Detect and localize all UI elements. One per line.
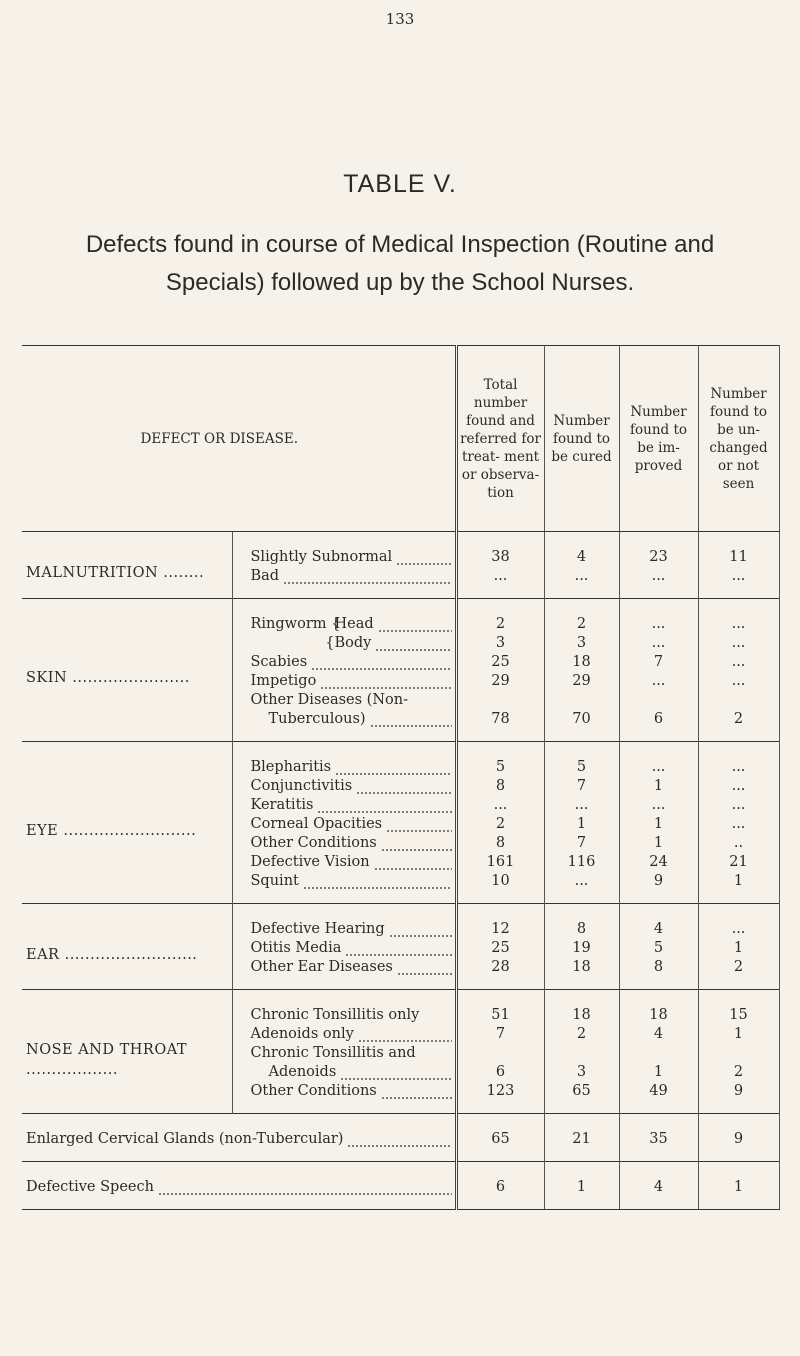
value-cell: 5: [544, 742, 619, 778]
dot-leader: [358, 1025, 452, 1044]
dot-leader: [374, 853, 452, 872]
defect-label: [233, 672, 455, 691]
value-cell: 65: [456, 1114, 544, 1162]
defect-name: Slightly Subnormal: [250, 549, 393, 565]
defect-label-cell: [232, 834, 456, 853]
category-label: EAR ..........................: [22, 904, 232, 990]
value-cell: 51: [456, 990, 544, 1026]
defect-name: Chronic Tonsillitis and: [250, 1045, 416, 1061]
defect-name: Defective Hearing: [250, 921, 385, 937]
value-cell: 8: [544, 904, 619, 940]
value-cell: 4: [619, 1162, 698, 1210]
value-cell: ...: [619, 634, 698, 653]
defect-label: [233, 1082, 455, 1101]
table-row: [22, 1114, 779, 1162]
defect-label: [233, 815, 455, 834]
value-cell: 18: [619, 990, 698, 1026]
defect-label-cell: [232, 691, 456, 710]
defect-name: Other Ear Diseases: [250, 959, 393, 975]
defect-label-cell: [232, 634, 456, 653]
value-cell: ...: [619, 672, 698, 691]
defect-label-cell: [232, 777, 456, 796]
dot-leader: [378, 615, 452, 634]
value-cell: 8: [456, 777, 544, 796]
dot-leader: [412, 691, 452, 710]
value-cell: 161: [456, 853, 544, 872]
defect-label-cell: [232, 872, 456, 904]
value-cell: 18: [544, 990, 619, 1026]
dot-leader: [303, 872, 452, 891]
value-cell: 1: [619, 777, 698, 796]
dot-leader: [420, 1044, 452, 1063]
value-cell: 10: [456, 872, 544, 904]
value-cell: ..: [698, 834, 779, 853]
dot-leader: [396, 548, 451, 567]
page-number: 133: [385, 10, 415, 28]
category-label: MALNUTRITION ........: [22, 532, 232, 599]
value-cell: 3: [544, 1063, 619, 1082]
defect-name: Blepharitis: [250, 759, 332, 775]
category-label: EYE ..........................: [22, 742, 232, 904]
defect-label-cell: [232, 599, 456, 635]
defect-label: [233, 1063, 455, 1082]
value-cell: 6: [456, 1162, 544, 1210]
dot-leader: [356, 777, 451, 796]
table-row: [22, 1162, 779, 1210]
defect-name: Defective Vision: [250, 854, 370, 870]
table-title: TABLE V.: [343, 170, 457, 198]
defect-label-cell: [232, 815, 456, 834]
defect-label-cell: [232, 742, 456, 778]
value-cell: 2: [544, 599, 619, 635]
value-cell: [619, 1044, 698, 1063]
dot-leader: [335, 758, 451, 777]
ringworm-prefix: Ringworm {: [250, 616, 341, 632]
defect-label-cell: [232, 796, 456, 815]
defect-name: Corneal Opacities: [250, 816, 383, 832]
defect-label: [233, 634, 455, 653]
defect-label: [233, 548, 455, 567]
value-cell: 7: [619, 653, 698, 672]
value-cell: 49: [619, 1082, 698, 1114]
value-cell: 21: [544, 1114, 619, 1162]
value-cell: 8: [619, 958, 698, 990]
defect-label: [233, 758, 455, 777]
category-label: NOSE AND THROAT ..................: [22, 990, 232, 1114]
defect-label-cell: [232, 653, 456, 672]
defect-label: [233, 872, 455, 891]
value-cell: 25: [456, 939, 544, 958]
value-cell: 24: [619, 853, 698, 872]
category-label: SKIN .......................: [22, 599, 232, 742]
value-cell: 5: [619, 939, 698, 958]
header-improved: Number found to be im- proved: [619, 346, 698, 532]
value-cell: 9: [698, 1082, 779, 1114]
dot-leader: [311, 653, 451, 672]
value-cell: 12: [456, 904, 544, 940]
value-cell: 18: [544, 958, 619, 990]
defect-name: Other Conditions: [250, 835, 377, 851]
value-cell: [456, 1044, 544, 1063]
value-cell: 1: [698, 872, 779, 904]
value-cell: ...: [698, 796, 779, 815]
dot-leader: [345, 939, 451, 958]
defect-label: [233, 710, 455, 729]
header-defect: DEFECT OR DISEASE.: [22, 346, 456, 532]
header-total: Total number found and referred for treat- ment or observa- tion: [456, 346, 544, 532]
value-cell: [456, 691, 544, 710]
dot-leader: [370, 710, 452, 729]
defect-name: Chronic Tonsillitis only: [250, 1007, 420, 1023]
value-cell: 123: [456, 1082, 544, 1114]
value-cell: ...: [544, 796, 619, 815]
table-row: [22, 599, 779, 635]
value-cell: ...: [619, 599, 698, 635]
defect-label: [26, 1178, 455, 1197]
value-cell: 116: [544, 853, 619, 872]
header-cured: Number found to be cured: [544, 346, 619, 532]
value-cell: 1: [619, 834, 698, 853]
table-subtitle-line-2: Specials) followed up by the School Nurses.: [165, 269, 635, 296]
dot-leader: [423, 1006, 451, 1025]
value-cell: 29: [544, 672, 619, 691]
dot-leader: [320, 672, 451, 691]
dot-leader: [283, 567, 451, 586]
value-cell: 15: [698, 990, 779, 1026]
dot-leader: [158, 1178, 452, 1197]
dot-leader: [375, 634, 451, 653]
defect-label: [233, 691, 455, 710]
value-cell: 1: [698, 939, 779, 958]
defect-name: Tuberculous): [268, 711, 366, 727]
defect-label-cell: [232, 1044, 456, 1063]
value-cell: ...: [619, 567, 698, 599]
defect-label: [233, 1025, 455, 1044]
value-cell: 1: [544, 1162, 619, 1210]
value-cell: 6: [456, 1063, 544, 1082]
defect-label: [233, 958, 455, 977]
defect-label-cell: [232, 1025, 456, 1044]
defect-name: Enlarged Cervical Glands (non-Tubercular): [26, 1131, 344, 1147]
defect-label: [233, 920, 455, 939]
value-cell: 3: [456, 634, 544, 653]
value-cell: 7: [544, 834, 619, 853]
defect-label-cell: [232, 1063, 456, 1082]
value-cell: 38: [456, 532, 544, 568]
table-row: [22, 532, 779, 568]
value-cell: ...: [698, 904, 779, 940]
defect-name: Adenoids: [268, 1064, 337, 1080]
defect-name: Keratitis: [250, 797, 314, 813]
table-subtitle-line-1: Defects found in course of Medical Inspection (Routine and: [85, 231, 715, 258]
table-row: [22, 742, 779, 778]
value-cell: ...: [698, 777, 779, 796]
value-cell: ...: [544, 872, 619, 904]
defect-label-cell: [232, 672, 456, 691]
value-cell: 6: [619, 710, 698, 742]
dot-leader: [347, 1130, 451, 1149]
value-cell: 21: [698, 853, 779, 872]
value-cell: 1: [544, 815, 619, 834]
value-cell: 8: [456, 834, 544, 853]
defect-label: [233, 567, 455, 586]
defect-label: [233, 939, 455, 958]
value-cell: 23: [619, 532, 698, 568]
defect-name: Impetigo: [250, 673, 317, 689]
value-cell: 1: [619, 1063, 698, 1082]
value-cell: 3: [544, 634, 619, 653]
defect-label: [233, 796, 455, 815]
value-cell: 4: [619, 904, 698, 940]
defect-label-cell: [232, 710, 456, 742]
defect-label-cell: [232, 853, 456, 872]
value-cell: 9: [698, 1114, 779, 1162]
defect-label-cell: [22, 1114, 456, 1162]
value-cell: ...: [456, 796, 544, 815]
dot-leader: [389, 920, 452, 939]
dot-leader: [397, 958, 452, 977]
table-row: [22, 904, 779, 940]
value-cell: ...: [456, 567, 544, 599]
value-cell: 2: [456, 815, 544, 834]
value-cell: 35: [619, 1114, 698, 1162]
dot-leader: [317, 796, 451, 815]
value-cell: 1: [619, 815, 698, 834]
value-cell: ...: [544, 567, 619, 599]
value-cell: [544, 1044, 619, 1063]
dot-leader: [340, 1063, 451, 1082]
defect-label-cell: [232, 939, 456, 958]
dot-leader: [381, 834, 452, 853]
value-cell: 70: [544, 710, 619, 742]
defect-name: Conjunctivitis: [250, 778, 353, 794]
value-cell: 19: [544, 939, 619, 958]
value-cell: 65: [544, 1082, 619, 1114]
defect-name: Head: [334, 616, 374, 632]
value-cell: 2: [544, 1025, 619, 1044]
value-cell: 2: [456, 599, 544, 635]
defect-label: [26, 1130, 455, 1149]
value-cell: ...: [698, 599, 779, 635]
defect-label: [233, 653, 455, 672]
value-cell: 5: [456, 742, 544, 778]
ringworm-prefix: {: [325, 635, 335, 651]
value-cell: 7: [544, 777, 619, 796]
value-cell: 2: [698, 958, 779, 990]
value-cell: ...: [698, 672, 779, 691]
value-cell: 29: [456, 672, 544, 691]
value-cell: ...: [698, 742, 779, 778]
defect-name: Scabies: [250, 654, 308, 670]
value-cell: 28: [456, 958, 544, 990]
defect-label: [233, 777, 455, 796]
defect-name: Bad: [250, 568, 280, 584]
defect-label: [233, 1044, 455, 1063]
defect-name: Squint: [250, 873, 299, 889]
defect-label-cell: [232, 904, 456, 940]
defect-name: Adenoids only: [250, 1026, 354, 1042]
defect-name: Body: [334, 635, 372, 651]
value-cell: 25: [456, 653, 544, 672]
value-cell: 78: [456, 710, 544, 742]
value-cell: 4: [544, 532, 619, 568]
value-cell: [698, 691, 779, 710]
defect-label-cell: [232, 567, 456, 599]
defect-label: [233, 1006, 455, 1025]
value-cell: ...: [619, 796, 698, 815]
value-cell: 1: [698, 1025, 779, 1044]
value-cell: [698, 1044, 779, 1063]
value-cell: [619, 691, 698, 710]
defect-name: Otitis Media: [250, 940, 342, 956]
defect-name: Defective Speech: [26, 1179, 154, 1195]
value-cell: ...: [698, 653, 779, 672]
table-row: [22, 990, 779, 1026]
value-cell: ...: [698, 567, 779, 599]
value-cell: ...: [619, 742, 698, 778]
defect-label: [233, 853, 455, 872]
value-cell: ...: [698, 634, 779, 653]
value-cell: 11: [698, 532, 779, 568]
dot-leader: [381, 1082, 452, 1101]
defect-name: Other Conditions: [250, 1083, 377, 1099]
value-cell: 2: [698, 710, 779, 742]
value-cell: 18: [544, 653, 619, 672]
defect-label-cell: [232, 1082, 456, 1114]
value-cell: 9: [619, 872, 698, 904]
dot-leader: [386, 815, 451, 834]
value-cell: [544, 691, 619, 710]
value-cell: 4: [619, 1025, 698, 1044]
defect-name: Other Diseases (Non-: [250, 692, 408, 708]
defect-label-cell: [22, 1162, 456, 1210]
defect-label: [233, 615, 455, 634]
header-row: [22, 346, 779, 532]
value-cell: ...: [698, 815, 779, 834]
defects-table: [22, 345, 780, 1210]
value-cell: 2: [698, 1063, 779, 1082]
value-cell: 1: [698, 1162, 779, 1210]
defect-label-cell: [232, 990, 456, 1026]
defect-label-cell: [232, 532, 456, 568]
defect-label-cell: [232, 958, 456, 990]
value-cell: 7: [456, 1025, 544, 1044]
defect-label: [233, 834, 455, 853]
header-unchanged: Number found to be un- changed or not seen: [698, 346, 779, 532]
